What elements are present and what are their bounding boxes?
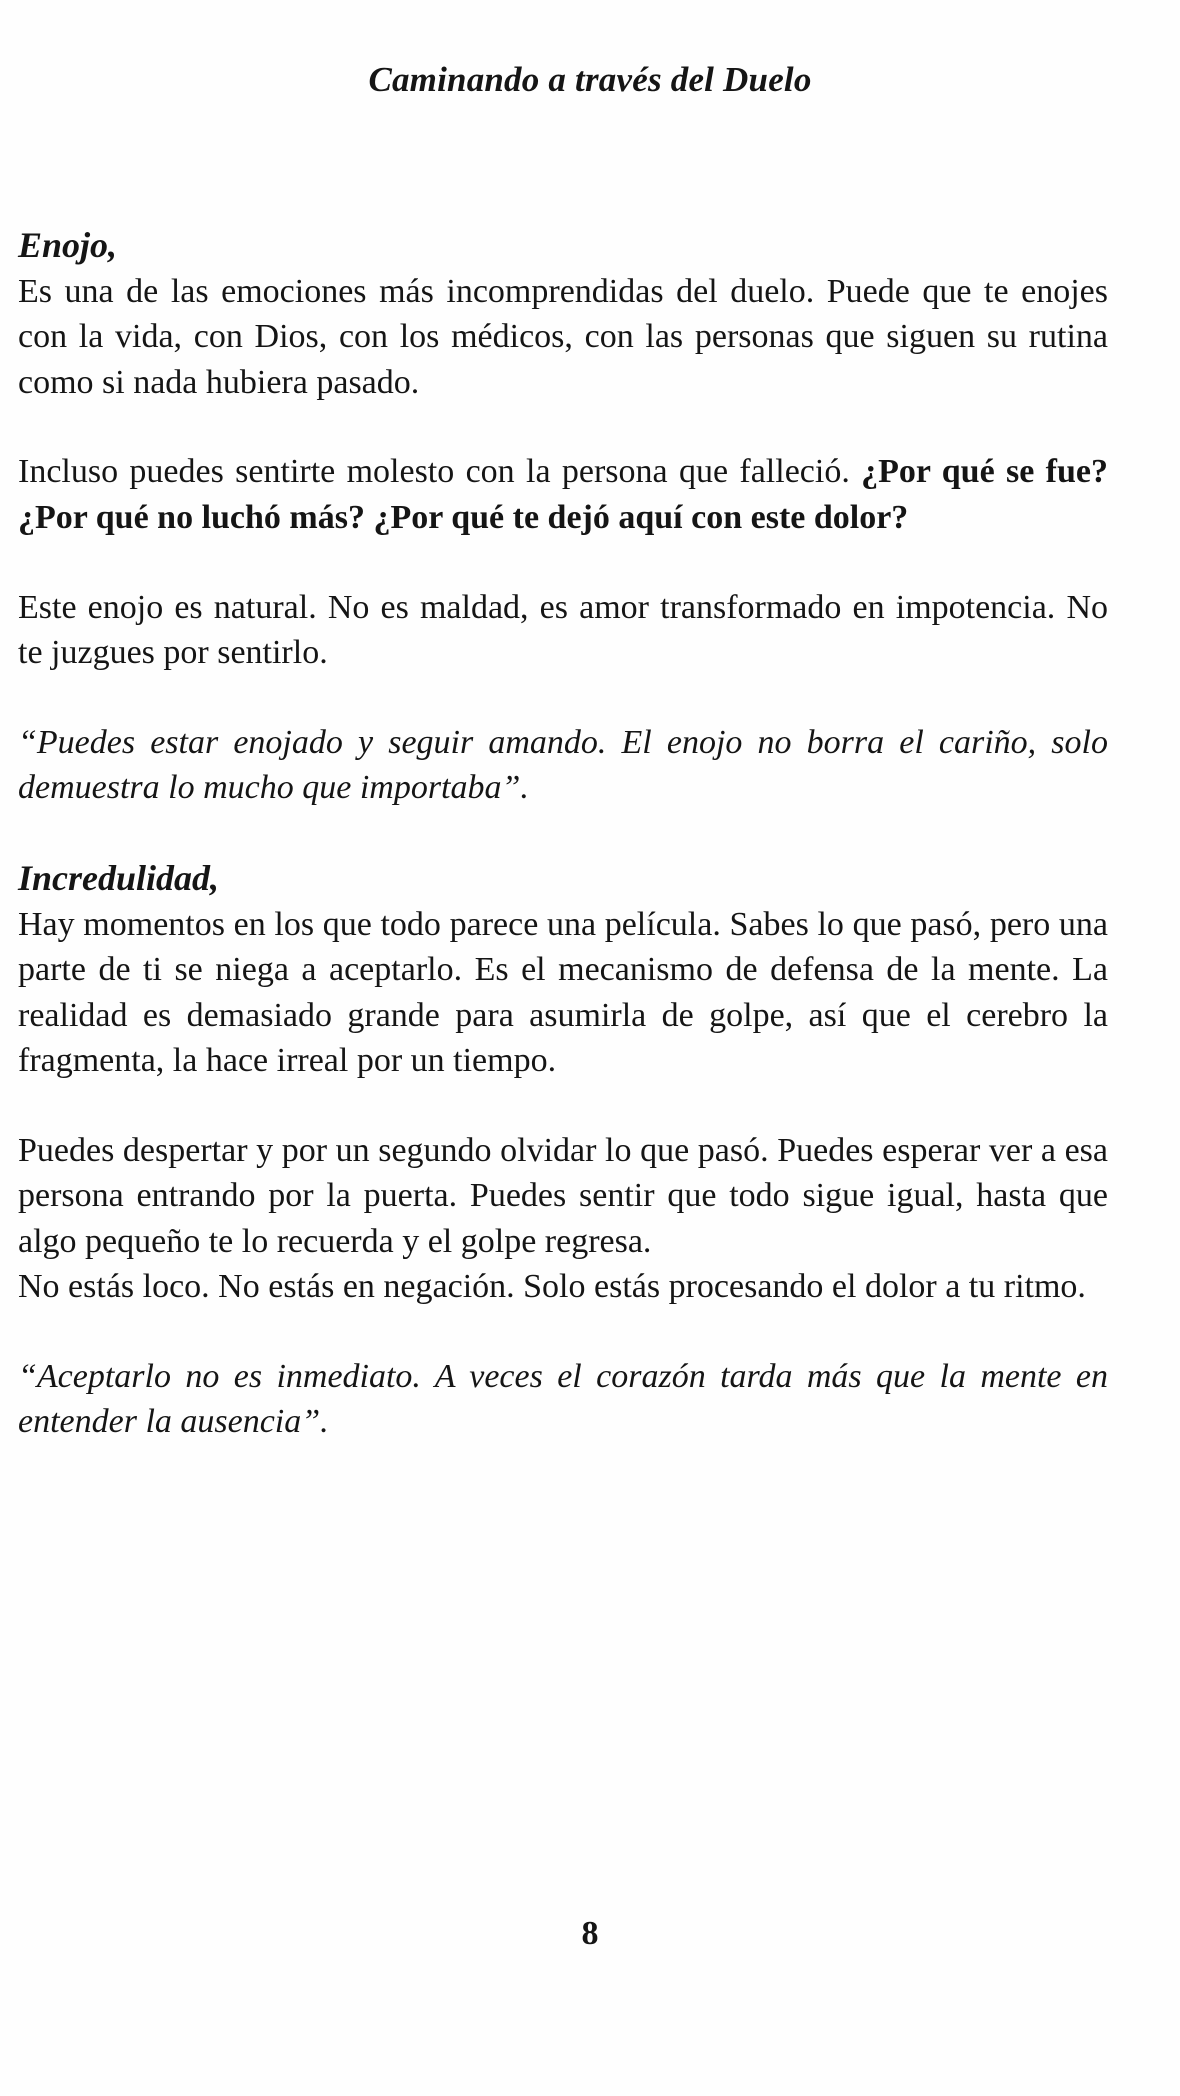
quote-incredulidad: “Aceptarlo no es inmediato. A veces el corazón tarda más que la mente en entender la ausencia”.	[18, 1357, 1108, 1441]
paragraph-incredulidad-2: Puedes despertar y por un segundo olvidar lo que pasó. Puedes esperar ver a esa persona entrando por la puerta. Puedes sentir que todo sigue igual, hasta que algo pequeño te lo recuerda y el golpe regresa.	[18, 1131, 1108, 1260]
section-heading-incredulidad: Incredulidad,	[18, 857, 220, 898]
paragraph-enojo-1: Es una de las emociones más incomprendidas del duelo. Puede que te enojes con la vida, con Dios, con los médicos, con las personas que siguen su rutina como si nada hubiera pasado.	[18, 272, 1108, 401]
paragraph-enojo-2-lead: Incluso puedes sentirte molesto con la persona que falleció.	[18, 453, 850, 491]
paragraph-enojo-3: Este enojo es natural. No es maldad, es amor transformado en impotencia. No te juzgues por sentirlo.	[18, 588, 1108, 672]
running-header: Caminando a través del Duelo	[368, 60, 812, 99]
paragraph-enojo-2-questions: ¿Por qué se fue? ¿Por qué no luchó más? ¿Por qué te dejó aquí con este dolor?	[18, 453, 1108, 536]
paragraph-incredulidad-3: No estás loco. No estás en negación. Solo estás procesando el dolor a tu ritmo.	[18, 1268, 1086, 1306]
page-content	[18, 222, 1108, 1445]
paragraph-enojo-2	[18, 449, 1108, 540]
section-heading-enojo: Enojo,	[18, 225, 118, 265]
quote-enojo: “Puedes estar enojado y seguir amando. El enojo no borra el cariño, solo demuestra lo mucho que importaba”.	[18, 723, 1108, 807]
page-number: 8	[581, 1915, 599, 1952]
paragraph-incredulidad-1: Hay momentos en los que todo parece una película. Sabes lo que pasó, pero una parte de ti se niega a aceptarlo. Es el mecanismo de defensa de la mente. La realidad es demasiado grande para asumirla de golpe, así que el cerebro la fragmenta, la hace irreal por un tiempo.	[18, 905, 1108, 1080]
